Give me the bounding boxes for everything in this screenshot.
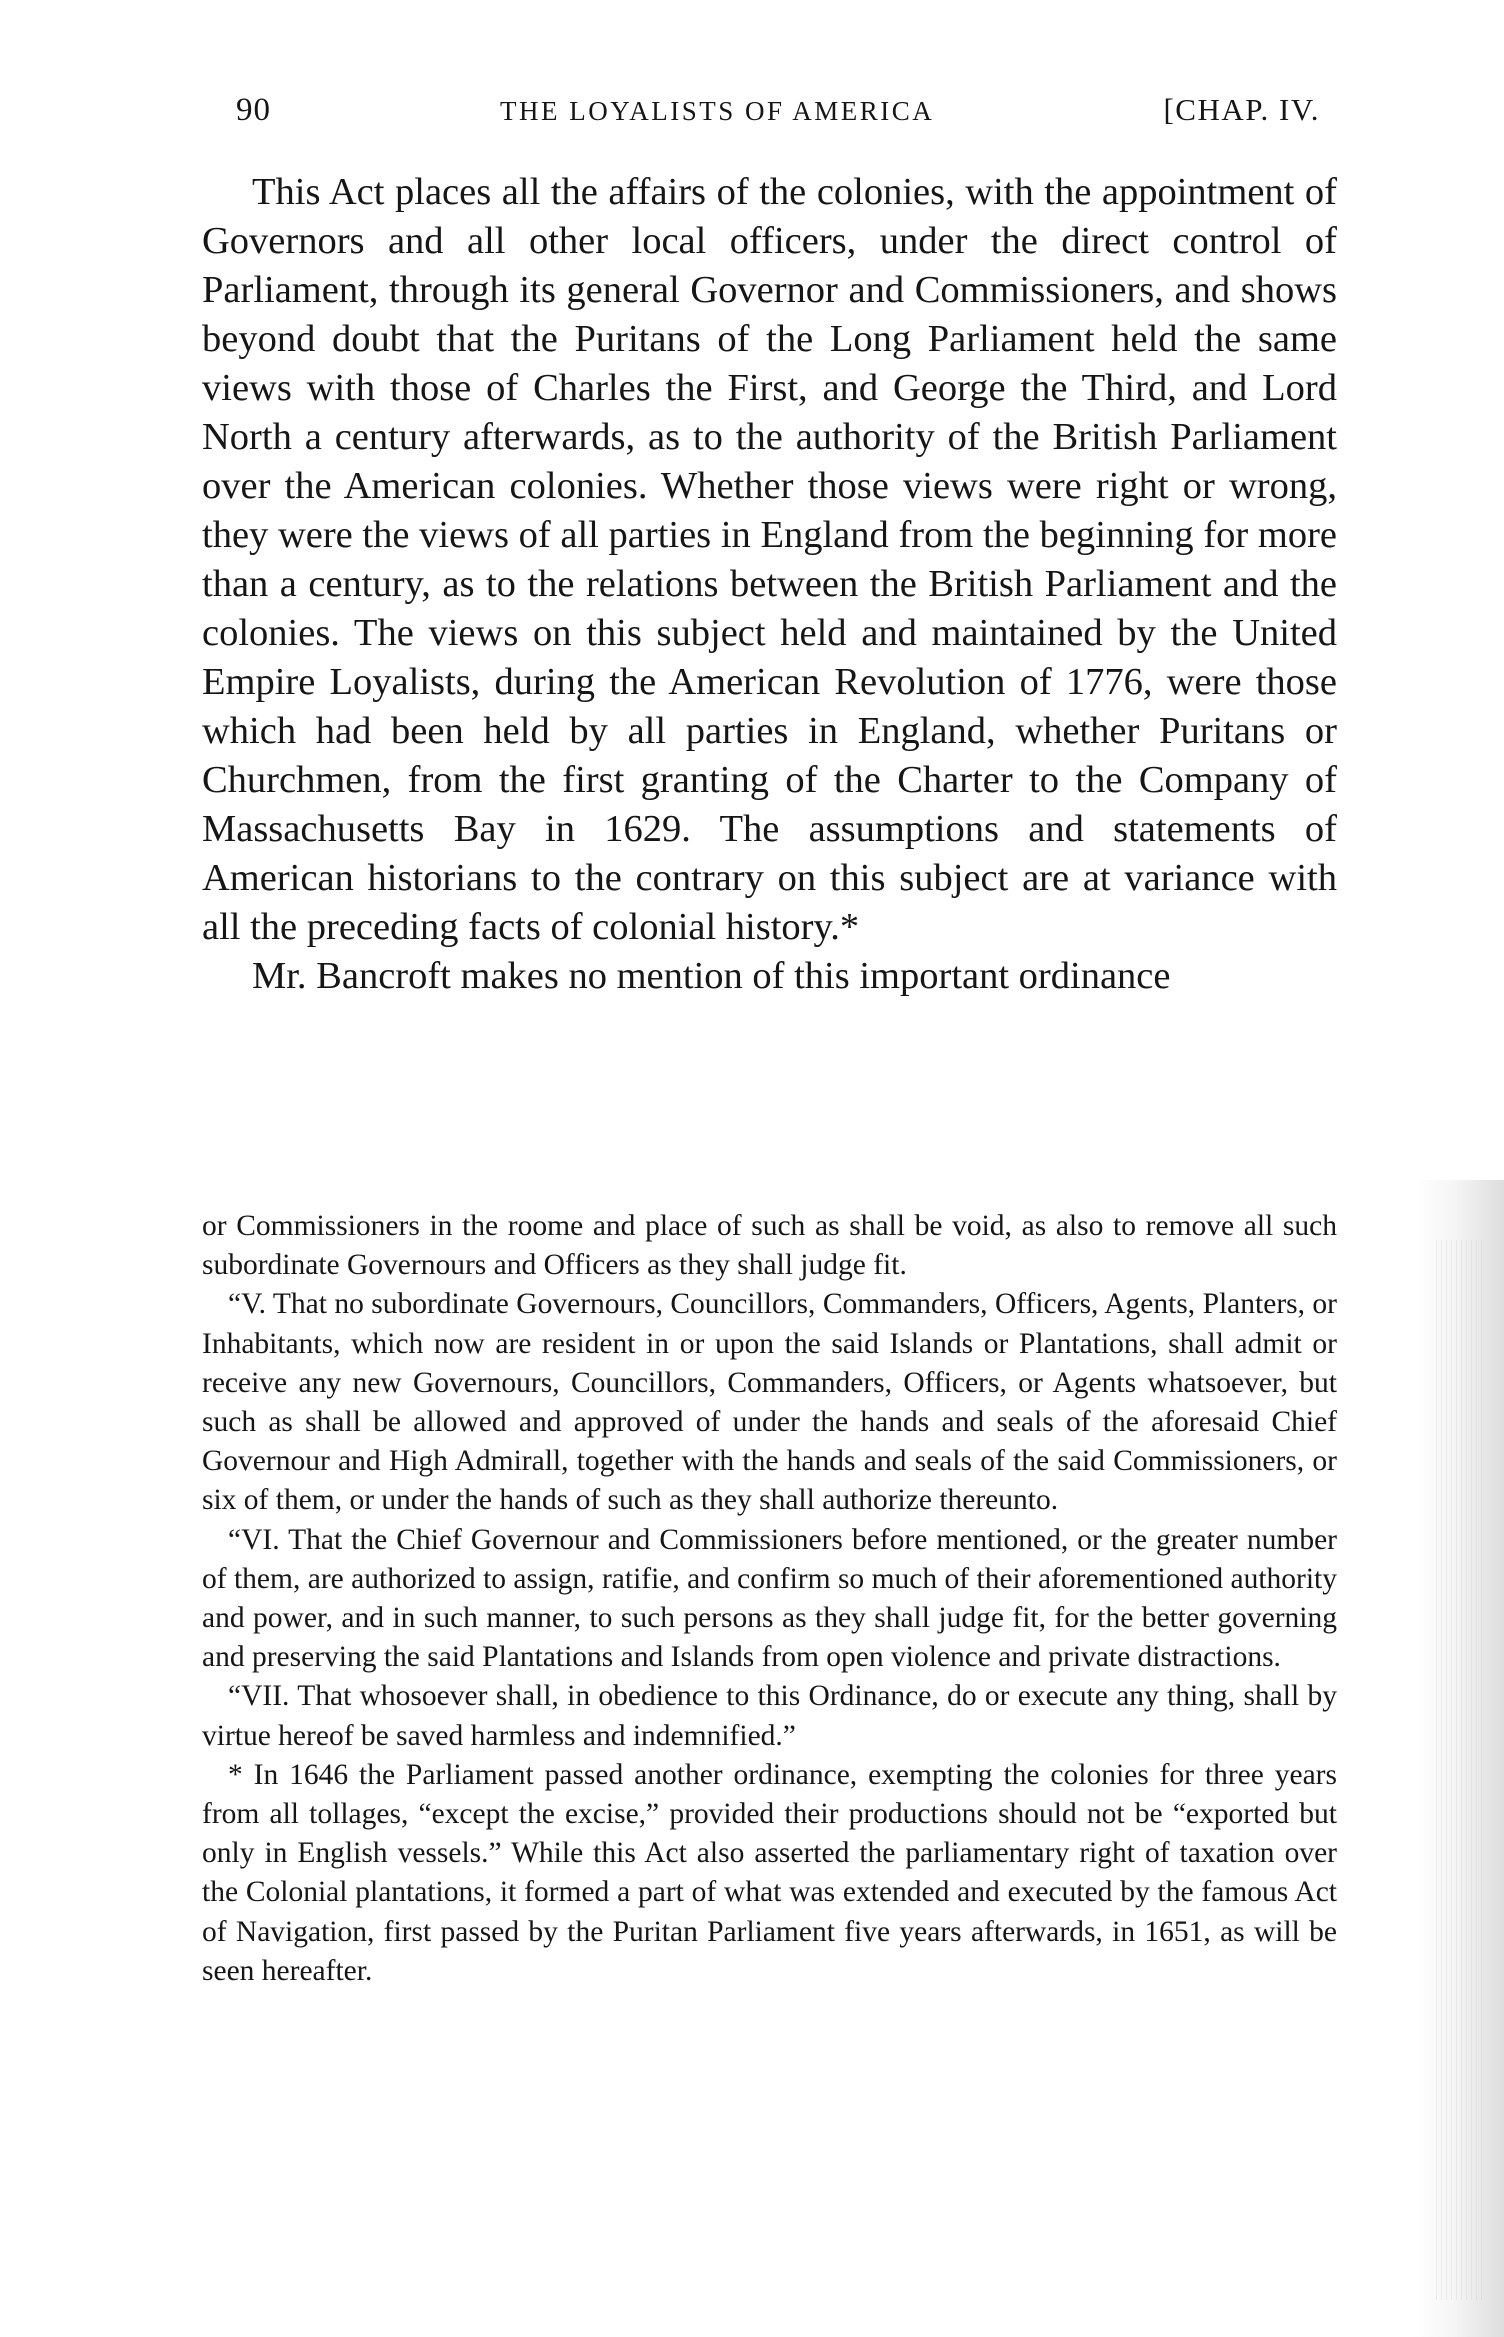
footnote-star: * In 1646 the Parliament passed another ordinance, exempting the colonies for three years from all tollages, “except the excise,” provided their productions should not be “exported but only in English vessels.” While this Act also asserted the parliamentary right of taxation over the Colonial plantations, it formed a part of what was extended and executed by the famous Act of Navigation, first passed by the Puritan Parliament five years afterwards, in 1651, as will be seen hereafter. [202,1758,1337,1987]
running-header [236,92,1320,140]
footnotes [202,1207,1337,1991]
footnote-item-vi: “VI. That the Chief Governour and Commissioners before mentioned, or the greater number of them, are authorized to assign, ratifie, and confirm so much of their aforementioned authority and power, and in such manner, to such persons as they shall judge fit, for the better governing and preserving the said Plantations and Islands from open violence and private distractions. [202,1523,1337,1674]
chapter-reference: [CHAP. IV. [1163,92,1320,127]
running-title: THE LOYALISTS OF AMERICA [500,96,935,126]
page-number: 90 [236,92,271,128]
main-text [202,168,1337,1001]
footnote-item-v: “V. That no subordinate Governours, Councillors, Commanders, Officers, Agents, Planters, or Inhabitants, which now are resident in or upon the said Islands or Plantations, shall admit or receive any new Governours, Councillors, Commanders, Officers, or Agents whatsoever, but such as shall be allowed and approved of under the hands and seals of the aforesaid Chief Governour and High Admirall, together with the hands and seals of the said Commissioners, or six of them, or under the hands of such as they shall authorize thereunto. [202,1288,1337,1517]
body-paragraph-1: This Act places all the affairs of the colonies, with the appointment of Governors and all other local officers, under the direct control of Parliament, through its general Governor and Commissioners, and shows beyond doubt that the Puritans of the Long Parliament held the same views with those of Charles the First, and George the Third, and Lord North a century afterwards, as to the authority of the British Parliament over the American colonies. Whether those views were right or wrong, they were the views of all parties in England from the beginning for more than a century, as to the relations between the British Parliament and the colonies. The views on this subject held and maintained by the United Empire Loyalists, during the American Revolution of 1776, were those which had been held by all parties in England, whether Puritans or Churchmen, from the first granting of the Charter to the Company of Massachusetts Bay in 1629. The assumptions and statements of American historians to the contrary on this subject are at variance with all the preceding facts of colonial history.* [202,171,1337,948]
body-paragraph-2: Mr. Bancroft makes no mention of this important ordinance [252,955,1171,997]
footnote-item-vii: “VII. That whosoever shall, in obedience to this Ordinance, do or execute any thing, shall by virtue hereof be saved harmless and indemnified.” [202,1680,1337,1752]
footnote-continuation: or Commissioners in the roome and place of such as shall be void, as also to remove all such subordinate Governours and Officers as they shall judge fit. [202,1210,1337,1282]
binding-texture [1436,1240,1486,2300]
